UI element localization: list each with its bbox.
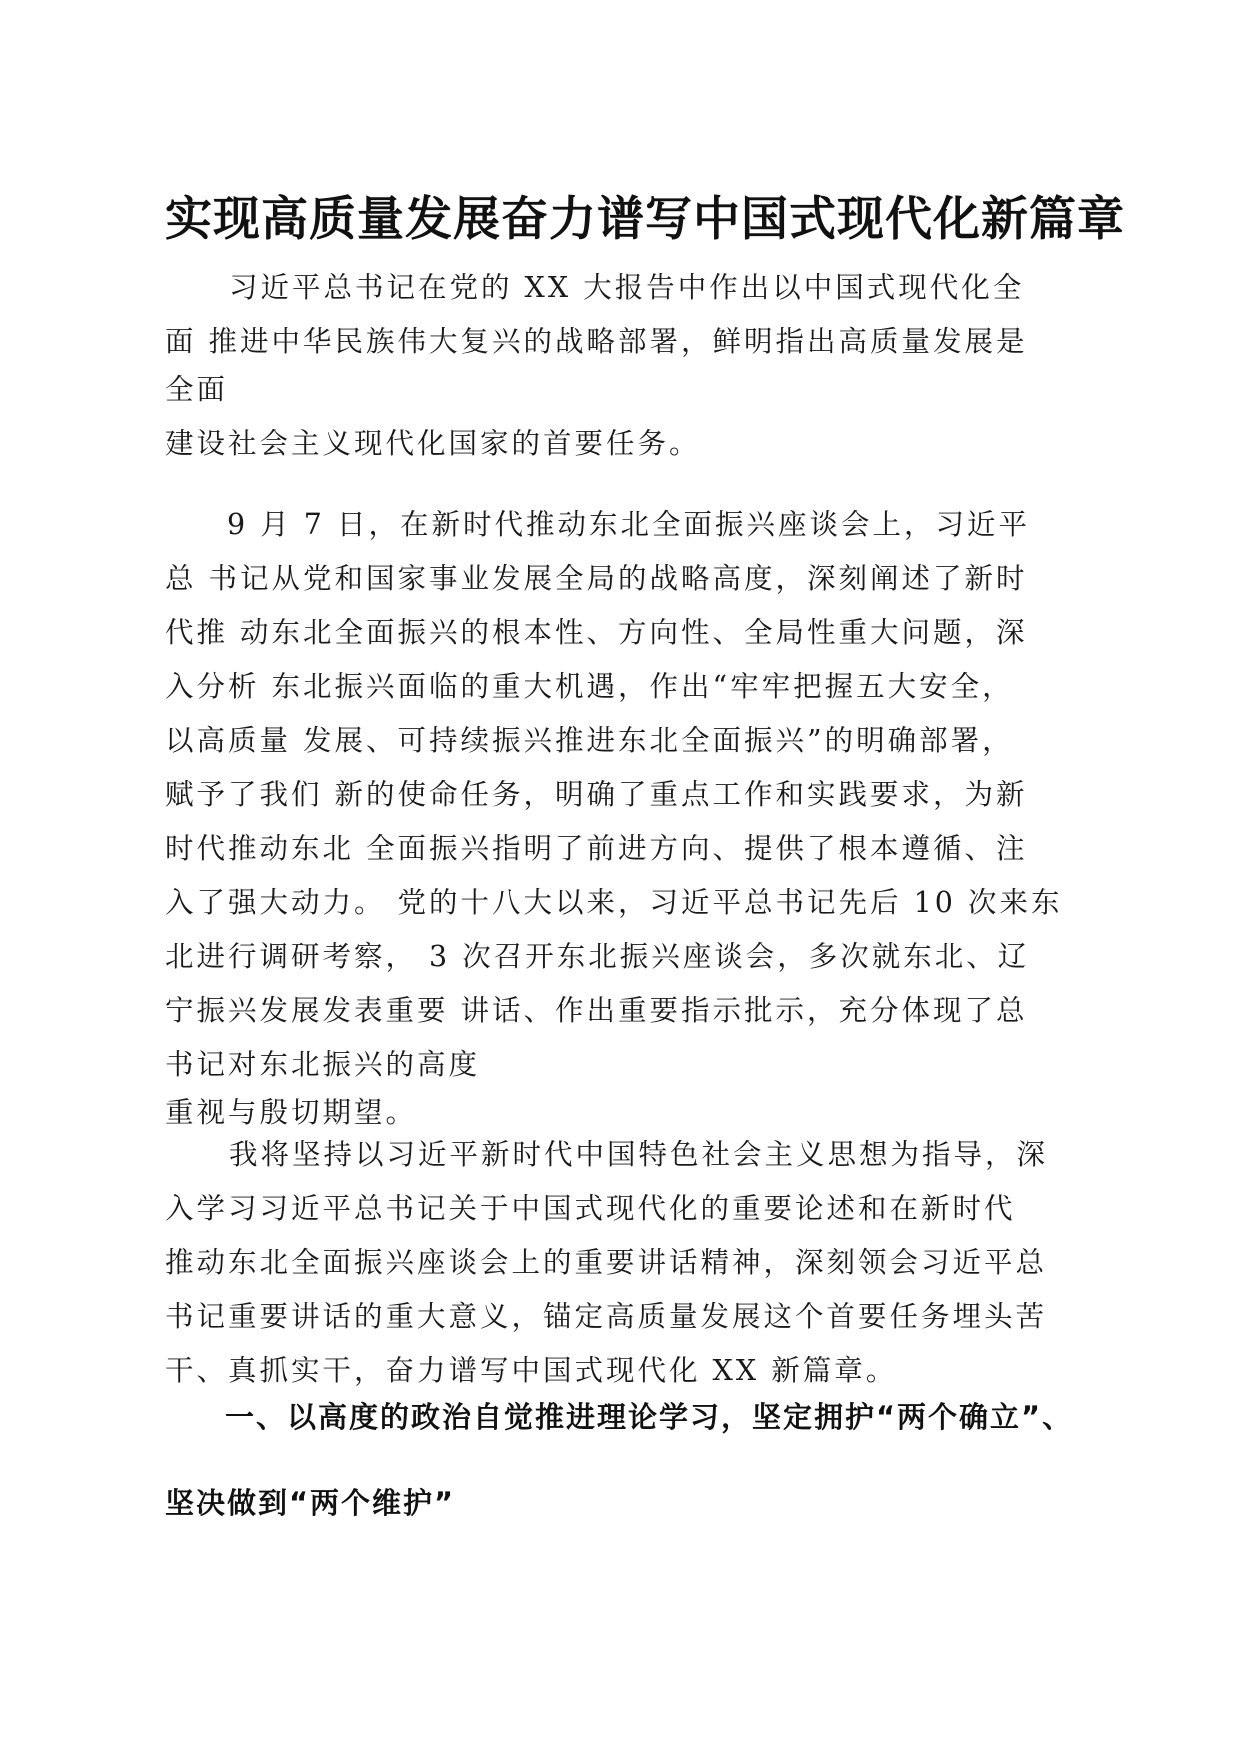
paragraph-line: 推动东北全面振兴座谈会上的重要讲话精神，深刻领会习近平总 — [165, 1246, 1048, 1279]
paragraph-1 — [165, 261, 1085, 471]
paragraph-line: 我将坚持以习近平新时代中国特色社会主义思想为指导，深 — [229, 1138, 1049, 1171]
paragraph-3 — [165, 1128, 1085, 1398]
paragraph-line: 全面 — [165, 373, 229, 406]
paragraph-line: 以高质量 发展、可持续振兴推进东北全面振兴”的明确部署， — [165, 724, 1014, 757]
section-heading-line-1: 一、以高度的政治自觉推进理论学习，坚定拥护“两个确立”、 — [225, 1400, 1074, 1434]
paragraph-2 — [165, 498, 1085, 1140]
paragraph-line: 书记对东北振兴的高度 — [165, 1048, 481, 1081]
section-heading-line-2: 坚决做到“两个维护” — [165, 1486, 456, 1520]
paragraph-line: 入了强大动力。 党的十八大以来，习近平总书记先后 10 次来东 — [165, 886, 1063, 919]
paragraph-line: 9 月 7 日，在新时代推动东北全面振兴座谈会上，习近平 — [227, 508, 1030, 541]
paragraph-line: 总 书记从党和国家事业发展全局的战略高度，深刻阐述了新时 — [165, 562, 1028, 595]
document-title: 实现高质量发展奋力谱写中国式现代化新篇章 — [165, 192, 1125, 247]
section-heading — [165, 1392, 1085, 1528]
paragraph-line: 代推 动东北全面振兴的根本性、方向性、全局性重大问题，深 — [165, 616, 1028, 649]
paragraph-line: 习近平总书记在党的 XX 大报告中作出以中国式现代化全 — [229, 271, 1025, 304]
paragraph-line: 宁振兴发展发表重要 讲话、作出重要指示批示，充分体现了总 — [165, 994, 1028, 1027]
paragraph-line: 书记重要讲话的重大意义，锚定高质量发展这个首要任务埋头苦 — [165, 1300, 1048, 1333]
paragraph-line: 重视与殷切期望。 — [165, 1096, 418, 1129]
paragraph-line: 入分析 东北振兴面临的重大机遇，作出“牢牢把握五大安全， — [165, 670, 1014, 703]
paragraph-line: 建设社会主义现代化国家的首要任务。 — [165, 427, 701, 460]
paragraph-line: 干、真抓实干，奋力谱写中国式现代化 XX 新篇章。 — [165, 1354, 898, 1387]
paragraph-line: 面 推进中华民族伟大复兴的战略部署，鲜明指出高质量发展是 — [165, 325, 1028, 358]
paragraph-line: 赋予了我们 新的使命任务，明确了重点工作和实践要求，为新 — [165, 778, 1028, 811]
paragraph-line: 时代推动东北 全面振兴指明了前进方向、提供了根本遵循、注 — [165, 832, 1028, 865]
paragraph-line: 北进行调研考察， 3 次召开东北振兴座谈会，多次就东北、辽 — [165, 940, 1030, 973]
paragraph-line: 入学习习近平总书记关于中国式现代化的重要论述和在新时代 — [165, 1192, 1016, 1225]
